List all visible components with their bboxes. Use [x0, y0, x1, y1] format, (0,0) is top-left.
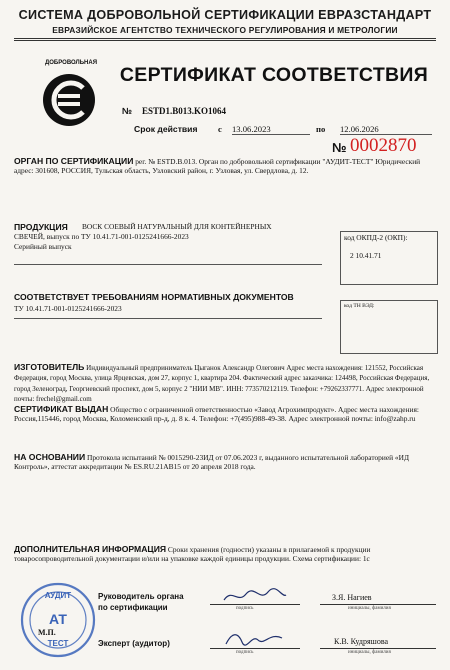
logo-caption: ДОБРОВОЛЬНАЯ	[44, 60, 98, 66]
product-serial: Серийный выпуск	[14, 242, 72, 251]
additional-info-section	[14, 545, 436, 564]
euro-standard-logo-icon	[36, 60, 102, 132]
stamp-text-bottom: ТЕСТ	[47, 639, 69, 648]
okpd-value: 2 10.41.71	[350, 251, 382, 260]
basis-section	[14, 453, 436, 472]
product-label: ПРОДУКЦИЯ	[14, 222, 68, 232]
seal-place-mark: М.П.	[38, 628, 56, 637]
number-sign: №	[122, 106, 133, 116]
certification-body-label: ОРГАН ПО СЕРТИФИКАЦИИ	[14, 156, 134, 166]
issued-label: СЕРТИФИКАТ ВЫДАН	[14, 404, 109, 414]
expert-name: К.В. Кудряшова	[334, 637, 389, 646]
head-signature-icon	[220, 586, 290, 606]
manufacturer-section	[14, 363, 436, 405]
registration-number: ESTD1.B013.KO1064	[142, 106, 227, 116]
expert-sign-caption: подпись	[236, 650, 254, 655]
product-text-line2: СВЕЧЕЙ, выпуск по ТУ 10.41.71-001-0125241666-2023	[14, 232, 189, 241]
validity-from-label: с	[218, 124, 222, 134]
manufacturer-text: Индивидуальный предприниматель Цыганок Александр Олегович Адрес места нахождения: 121552, Российская Федерация, город Москва, улица Ярцевская, дом 27, корпус 1, квартира 204. Фактический адрес заказчика: 124498, Российская Федерация, город Зеленоград, Георгиевский проспект, дом 5, корпус 2 "НИИ МВ". ИНН: 773570212119. Телефон: +79262337771. Адрес электронной почты: frechel@gmail.com	[14, 364, 430, 404]
system-title: СИСТЕМА ДОБРОВОЛЬНОЙ СЕРТИФИКАЦИИ ЕВРАЗСТАНДАРТ	[18, 8, 432, 22]
validity-from-date: 13.06.2023	[232, 124, 310, 135]
expert-name-line	[320, 648, 436, 649]
validity-label: Срок действия	[134, 124, 198, 134]
head-name-line	[320, 604, 436, 605]
expert-name-caption: инициалы, фамилия	[348, 650, 391, 655]
issued-text: Общество с ограниченной ответственностью «Завод Агрохимпродукт». Адрес места нахождения: Россия,115446, город Москва, Коломенский пр-д, д. 8 к. 4. Телефон: +7(495)988-49-38. Адрес электронной почты: info@zahp.ru	[14, 405, 419, 424]
header-rule-double	[14, 40, 436, 41]
head-name: З.Я. Нагиев	[332, 593, 372, 602]
basis-text: Протокола испытаний № 0015290-23ИД от 07.06.2023 г, выданного испытательной лабораторией «ИД Контроль», аттестат аккредитации № ES.RU.21AB15 от 20 апреля 2018 года.	[14, 453, 409, 472]
certificate-title: СЕРТИФИКАТ СООТВЕТСТВИЯ	[119, 64, 429, 86]
conformity-rule	[14, 318, 322, 319]
expert-signature-icon	[222, 628, 286, 650]
okpd-label: код ОКПД-2 (ОКП):	[344, 233, 408, 242]
conformity-label: СООТВЕТСТВУЕТ ТРЕБОВАНИЯМ НОРМАТИВНЫХ ДОКУМЕНТОВ	[14, 292, 294, 302]
head-of-body-label-line1: Руководитель органа	[98, 592, 184, 601]
registration-number-row	[122, 101, 362, 119]
conformity-text: ТУ 10.41.71-001-0125241666-2023	[14, 304, 122, 313]
head-name-caption: инициалы, фамилия	[348, 606, 391, 611]
validity-to-date: 12.06.2026	[340, 124, 432, 135]
head-sign-caption: подпись	[236, 606, 254, 611]
validity-to-label: по	[316, 124, 326, 134]
header-rule	[14, 38, 436, 39]
certification-body-section	[14, 157, 436, 176]
manufacturer-label: ИЗГОТОВИТЕЛЬ	[14, 362, 85, 372]
basis-label: НА ОСНОВАНИИ	[14, 452, 86, 462]
certification-body-text: рег. № ESTD.B.013. Орган по добровольной сертификации "АУДИТ-ТЕСТ" Юридический адрес: 301608, РОССИЯ, Тульская область, Узловский район, г. Узловая, ул. Свердлова, д. 12.	[14, 157, 421, 176]
agency-name: ЕВРАЗИЙСКОЕ АГЕНТСТВО ТЕХНИЧЕСКОГО РЕГУЛИРОВАНИЯ И МЕТРОЛОГИИ	[52, 25, 398, 35]
issued-section	[14, 405, 436, 424]
tnved-label: код ТН ВЭД:	[344, 303, 375, 309]
product-rule	[14, 264, 322, 265]
stamp-text-mid: АТ	[49, 611, 67, 627]
additional-info-text: Сроки хранения (годности) указаны в прилагаемой к продукции товаросопроводительной документации и/или на упаковке каждой единицы продукции. Схема сертификации: 1с	[14, 545, 371, 564]
blank-number-sign: №	[332, 140, 347, 155]
stamp-seal-icon	[18, 574, 98, 662]
blank-number: 0002870	[350, 135, 417, 156]
head-of-body-label-line2: по сертификации	[98, 603, 168, 612]
additional-info-label: ДОПОЛНИТЕЛЬНАЯ ИНФОРМАЦИЯ	[14, 544, 167, 554]
stamp-text-top: АУДИТ	[44, 591, 72, 600]
expert-label: Эксперт (аудитор)	[98, 639, 170, 648]
product-text-line1: ВОСК СОЕВЫЙ НАТУРАЛЬНЫЙ ДЛЯ КОНТЕЙНЕРНЫХ	[82, 222, 272, 231]
